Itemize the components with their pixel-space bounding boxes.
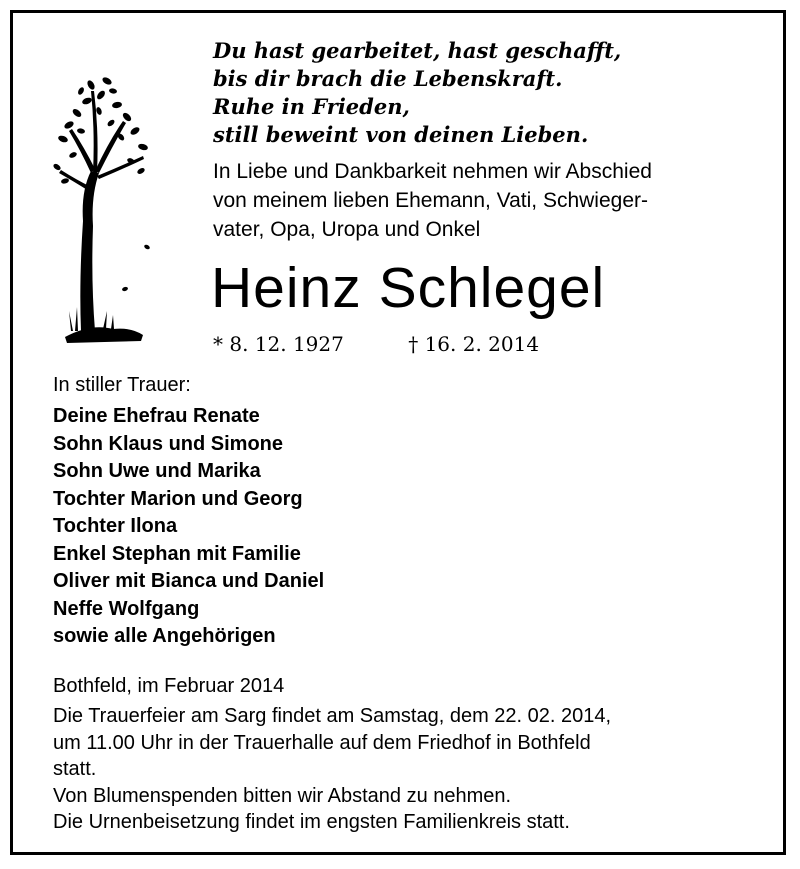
death-date: † 16. 2. 2014: [408, 332, 540, 356]
farewell-intro: [213, 157, 652, 244]
info-line: Die Trauerfeier am Sarg findet am Samstag, dem 22. 02. 2014,: [53, 705, 612, 727]
mourner: Neffe Wolfgang: [53, 597, 200, 620]
intro-line: vater, Opa, Uropa und Onkel: [213, 218, 481, 241]
poem-line: bis dir brach die Lebenskraft.: [213, 66, 563, 91]
mourner: sowie alle Angehörigen: [53, 625, 276, 647]
mourners-list: [53, 403, 324, 651]
info-line: Von Blumenspenden bitten wir Abstand zu nehmen.: [53, 784, 512, 807]
mourner: Tochter Ilona: [53, 515, 178, 537]
obituary-card: [10, 10, 786, 855]
deceased-name: Heinz Schlegel: [211, 256, 606, 320]
mourner: Enkel Stephan mit Familie: [53, 542, 301, 565]
mourner: Tochter Marion und Georg: [53, 487, 303, 510]
funeral-info: [53, 703, 611, 836]
info-line: statt.: [53, 758, 97, 780]
place-date: Bothfeld, im Februar 2014: [53, 675, 285, 697]
intro-line: von meinem lieben Ehemann, Vati, Schwieger-: [213, 189, 649, 212]
mourner: Oliver mit Bianca und Daniel: [53, 570, 325, 592]
info-line: Die Urnenbeisetzung findet im engsten Familienkreis statt.: [53, 811, 570, 833]
birth-date: * 8. 12. 1927: [213, 332, 344, 356]
memorial-poem: [213, 37, 621, 149]
mourner: Sohn Klaus und Simone: [53, 432, 284, 455]
info-line: um 11.00 Uhr in der Trauerhalle auf dem Friedhof in Bothfeld: [53, 731, 591, 754]
intro-line: In Liebe und Dankbarkeit nehmen wir Abschied: [213, 160, 652, 183]
mourner: Deine Ehefrau Renate: [53, 405, 260, 427]
poem-line: Du hast gearbeitet, hast geschafft,: [213, 38, 622, 63]
mourner: Sohn Uwe und Marika: [53, 460, 261, 482]
life-dates: [213, 331, 539, 357]
poem-line: still beweint von deinen Lieben.: [213, 122, 589, 147]
mourning-label: In stiller Trauer:: [53, 374, 191, 396]
tree-icon: [51, 61, 151, 351]
poem-line: Ruhe in Frieden,: [213, 94, 410, 119]
